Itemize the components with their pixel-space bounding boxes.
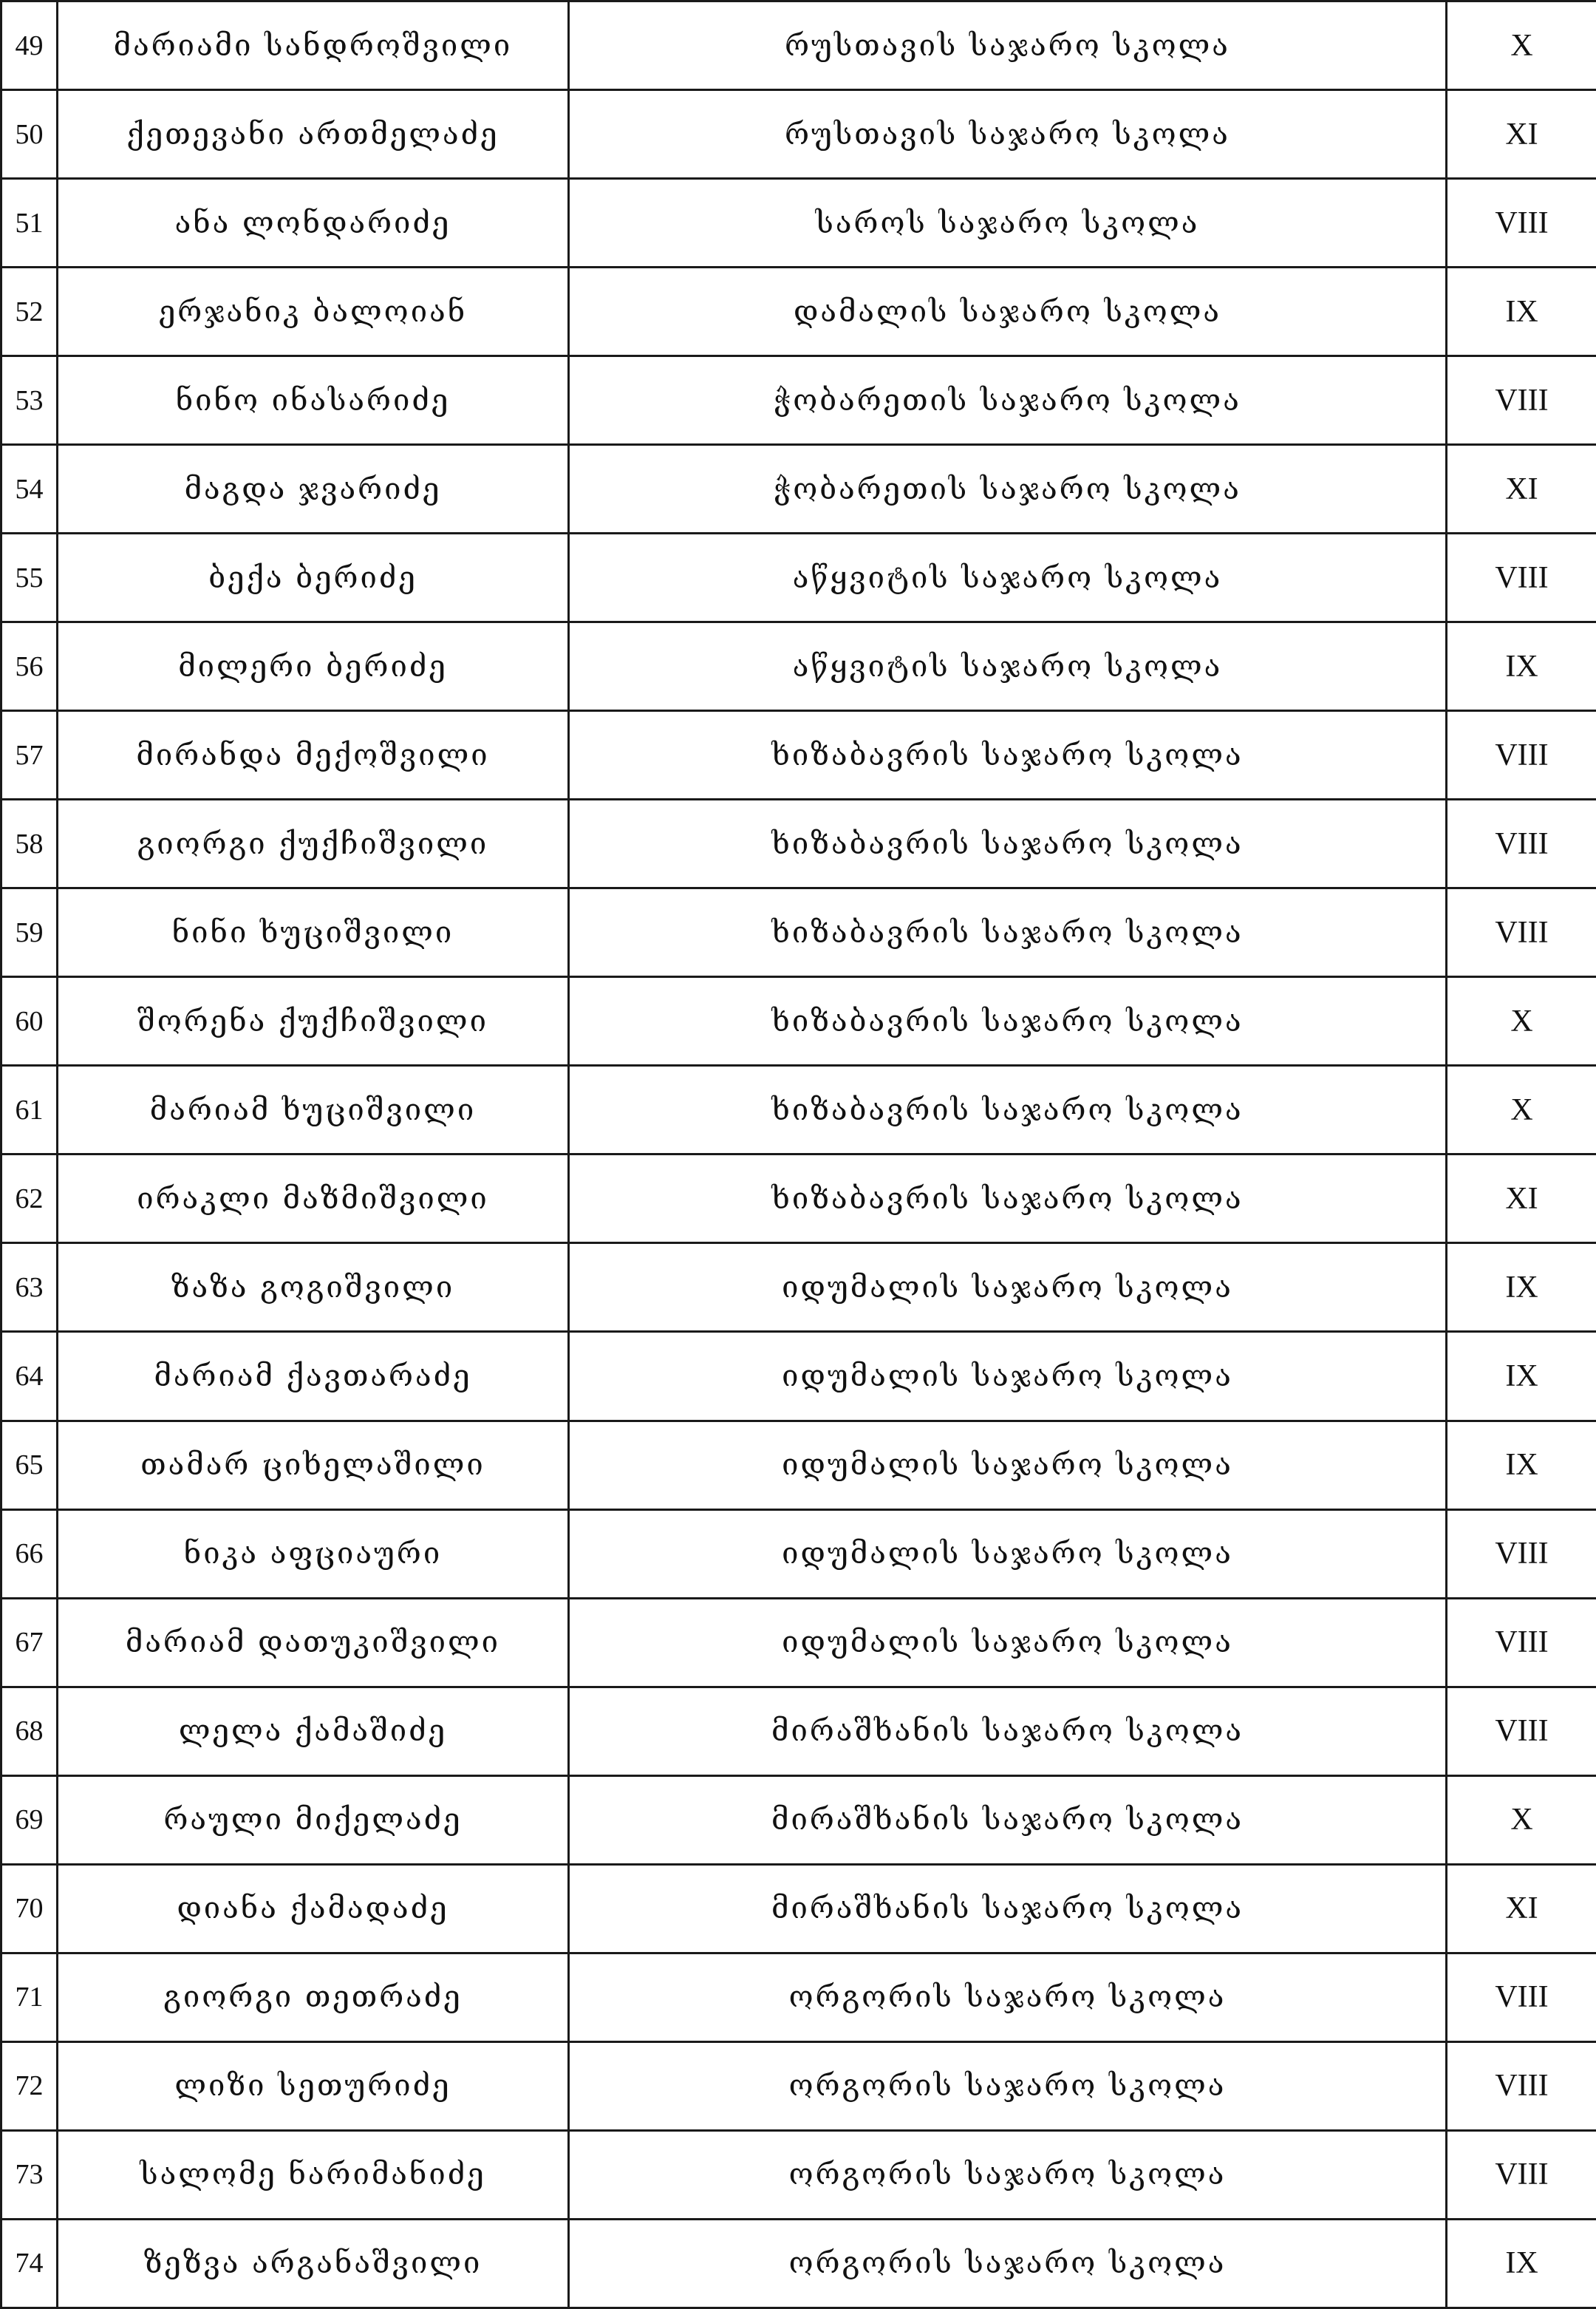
school-name-cell: მირაშხანის საჯარო სკოლა [569, 1687, 1447, 1775]
school-name-cell: რუსთავის საჯარო სკოლა [569, 1, 1447, 90]
grade-cell: IX [1447, 1243, 1596, 1332]
student-name-cell: ზაზა გოგიშვილი [58, 1243, 569, 1332]
grade-cell: XI [1447, 445, 1596, 534]
student-name-cell: შორენა ქუქჩიშვილი [58, 977, 569, 1066]
grade-cell: XI [1447, 1864, 1596, 1953]
row-number-cell: 70 [1, 1864, 58, 1953]
roster-table-body [1, 1, 1596, 2308]
grade-cell: VIII [1447, 1598, 1596, 1687]
table-row [1, 711, 1596, 800]
grade-cell: IX [1447, 1421, 1596, 1509]
table-row [1, 800, 1596, 888]
grade-cell: VIII [1447, 2130, 1596, 2219]
grade-cell: VIII [1447, 534, 1596, 622]
school-name-cell: დამალის საჯარო სკოლა [569, 268, 1447, 356]
row-number-cell: 61 [1, 1066, 58, 1154]
grade-cell: VIII [1447, 1953, 1596, 2041]
table-row [1, 1243, 1596, 1332]
row-number-cell: 73 [1, 2130, 58, 2219]
grade-cell: VIII [1447, 888, 1596, 977]
row-number-cell: 62 [1, 1154, 58, 1243]
row-number-cell: 51 [1, 179, 58, 268]
student-name-cell: სალომე ნარიმანიძე [58, 2130, 569, 2219]
student-name-cell: ბექა ბერიძე [58, 534, 569, 622]
student-name-cell: ირაკლი მაზმიშვილი [58, 1154, 569, 1243]
school-name-cell: ხიზაბავრის საჯარო სკოლა [569, 800, 1447, 888]
student-name-cell: მილერი ბერიძე [58, 622, 569, 711]
grade-cell: VIII [1447, 711, 1596, 800]
grade-cell: X [1447, 1066, 1596, 1154]
row-number-cell: 53 [1, 356, 58, 445]
student-name-cell: რაული მიქელაძე [58, 1775, 569, 1864]
table-row [1, 90, 1596, 179]
table-row [1, 888, 1596, 977]
table-row [1, 2041, 1596, 2130]
grade-cell: VIII [1447, 356, 1596, 445]
grade-cell: XI [1447, 1154, 1596, 1243]
grade-cell: VIII [1447, 2041, 1596, 2130]
student-name-cell: გიორგი თეთრაძე [58, 1953, 569, 2041]
table-row [1, 2219, 1596, 2308]
student-name-cell: გიორგი ქუქჩიშვილი [58, 800, 569, 888]
grade-cell: VIII [1447, 179, 1596, 268]
table-row [1, 977, 1596, 1066]
school-name-cell: აწყვიტის საჯარო სკოლა [569, 622, 1447, 711]
table-row [1, 1953, 1596, 2041]
table-row [1, 622, 1596, 711]
grade-cell: VIII [1447, 1687, 1596, 1775]
grade-cell: IX [1447, 622, 1596, 711]
grade-cell: VIII [1447, 1509, 1596, 1598]
table-row [1, 1864, 1596, 1953]
student-name-cell: ნინი ხუციშვილი [58, 888, 569, 977]
row-number-cell: 65 [1, 1421, 58, 1509]
grade-cell: VIII [1447, 800, 1596, 888]
grade-cell: XI [1447, 90, 1596, 179]
table-row [1, 1066, 1596, 1154]
grade-cell: IX [1447, 268, 1596, 356]
school-name-cell: იდუმალის საჯარო სკოლა [569, 1332, 1447, 1421]
grade-cell: X [1447, 977, 1596, 1066]
student-name-cell: მაგდა ჯვარიძე [58, 445, 569, 534]
table-row [1, 1332, 1596, 1421]
school-name-cell: იდუმალის საჯარო სკოლა [569, 1243, 1447, 1332]
student-name-cell: თამარ ციხელაშილი [58, 1421, 569, 1509]
student-name-cell: ზეზვა არგანაშვილი [58, 2219, 569, 2308]
school-name-cell: მირაშხანის საჯარო სკოლა [569, 1775, 1447, 1864]
row-number-cell: 71 [1, 1953, 58, 2041]
row-number-cell: 57 [1, 711, 58, 800]
row-number-cell: 49 [1, 1, 58, 90]
table-row [1, 1775, 1596, 1864]
table-row [1, 1154, 1596, 1243]
school-name-cell: იდუმალის საჯარო სკოლა [569, 1509, 1447, 1598]
row-number-cell: 63 [1, 1243, 58, 1332]
table-row [1, 2130, 1596, 2219]
school-name-cell: ხიზაბავრის საჯარო სკოლა [569, 977, 1447, 1066]
student-name-cell: მარიამ ხუციშვილი [58, 1066, 569, 1154]
row-number-cell: 58 [1, 800, 58, 888]
table-row [1, 1, 1596, 90]
school-name-cell: საროს საჯარო სკოლა [569, 179, 1447, 268]
row-number-cell: 67 [1, 1598, 58, 1687]
grade-cell: X [1447, 1775, 1596, 1864]
grade-cell: IX [1447, 1332, 1596, 1421]
student-name-cell: ქეთევანი ართმელაძე [58, 90, 569, 179]
school-name-cell: ჭობარეთის საჯარო სკოლა [569, 445, 1447, 534]
school-name-cell: ხიზაბავრის საჯარო სკოლა [569, 1154, 1447, 1243]
school-name-cell: აწყვიტის საჯარო სკოლა [569, 534, 1447, 622]
school-name-cell: იდუმალის საჯარო სკოლა [569, 1421, 1447, 1509]
school-name-cell: ორგორის საჯარო სკოლა [569, 1953, 1447, 2041]
table-row [1, 1598, 1596, 1687]
table-row [1, 445, 1596, 534]
school-name-cell: ხიზაბავრის საჯარო სკოლა [569, 888, 1447, 977]
student-name-cell: ლელა ქამაშიძე [58, 1687, 569, 1775]
student-name-cell: მირანდა მექოშვილი [58, 711, 569, 800]
row-number-cell: 50 [1, 90, 58, 179]
student-name-cell: მარიამ ქავთარაძე [58, 1332, 569, 1421]
table-row [1, 268, 1596, 356]
student-name-cell: ნიკა აფციაური [58, 1509, 569, 1598]
grade-cell: X [1447, 1, 1596, 90]
row-number-cell: 69 [1, 1775, 58, 1864]
school-name-cell: მირაშხანის საჯარო სკოლა [569, 1864, 1447, 1953]
school-name-cell: ორგორის საჯარო სკოლა [569, 2219, 1447, 2308]
row-number-cell: 68 [1, 1687, 58, 1775]
table-row [1, 534, 1596, 622]
table-row [1, 356, 1596, 445]
grade-cell: IX [1447, 2219, 1596, 2308]
student-name-cell: ანა ლონდარიძე [58, 179, 569, 268]
row-number-cell: 59 [1, 888, 58, 977]
school-name-cell: იდუმალის საჯარო სკოლა [569, 1598, 1447, 1687]
row-number-cell: 60 [1, 977, 58, 1066]
school-name-cell: ორგორის საჯარო სკოლა [569, 2041, 1447, 2130]
row-number-cell: 52 [1, 268, 58, 356]
school-name-cell: ჭობარეთის საჯარო სკოლა [569, 356, 1447, 445]
student-name-cell: ნინო ინასარიძე [58, 356, 569, 445]
student-name-cell: მარიამი სანდროშვილი [58, 1, 569, 90]
row-number-cell: 72 [1, 2041, 58, 2130]
student-name-cell: მარიამ დათუკიშვილი [58, 1598, 569, 1687]
student-name-cell: დიანა ქამადაძე [58, 1864, 569, 1953]
student-name-cell: ლიზი სეთურიძე [58, 2041, 569, 2130]
table-row [1, 179, 1596, 268]
row-number-cell: 56 [1, 622, 58, 711]
table-row [1, 1687, 1596, 1775]
school-name-cell: რუსთავის საჯარო სკოლა [569, 90, 1447, 179]
school-name-cell: ხიზაბავრის საჯარო სკოლა [569, 1066, 1447, 1154]
row-number-cell: 74 [1, 2219, 58, 2308]
row-number-cell: 66 [1, 1509, 58, 1598]
school-name-cell: ხიზაბავრის საჯარო სკოლა [569, 711, 1447, 800]
row-number-cell: 64 [1, 1332, 58, 1421]
table-row [1, 1509, 1596, 1598]
table-row [1, 1421, 1596, 1509]
row-number-cell: 54 [1, 445, 58, 534]
row-number-cell: 55 [1, 534, 58, 622]
school-name-cell: ორგორის საჯარო სკოლა [569, 2130, 1447, 2219]
student-name-cell: ერჯანიკ ბალოიან [58, 268, 569, 356]
